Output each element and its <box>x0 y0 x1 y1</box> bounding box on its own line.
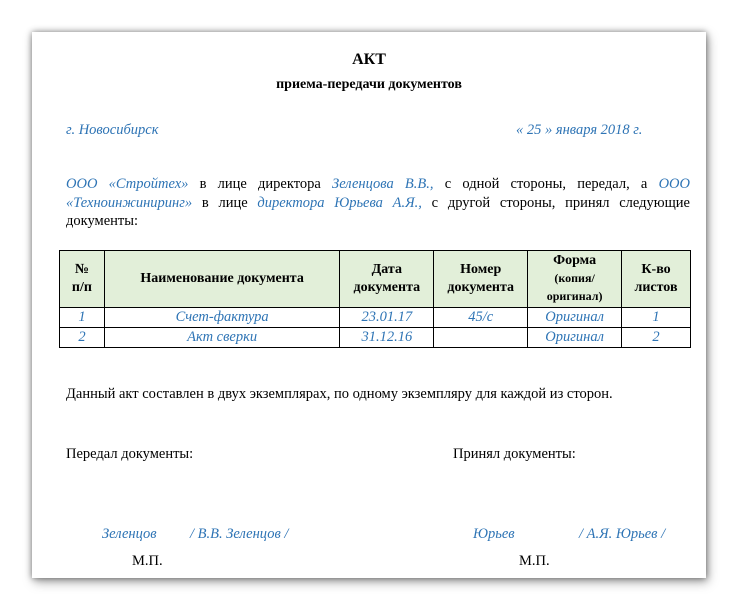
intro-text-1: в лице директора <box>188 176 333 192</box>
cell-sheets: 2 <box>622 328 691 348</box>
cell-date: 23.01.17 <box>340 308 434 328</box>
received-documents-label: Принял документы: <box>453 446 576 462</box>
cell-number <box>434 328 528 348</box>
cell-num: 2 <box>60 328 105 348</box>
receiver-person: директора Юрьева А.Я., <box>257 194 422 211</box>
intro-text-2: с одной стороны, передал, а <box>433 176 659 192</box>
intro-text-3: в лице <box>192 194 258 211</box>
cell-sheets: 1 <box>622 308 691 328</box>
cell-form: Оригинал <box>528 328 622 348</box>
documents-table <box>59 250 691 348</box>
document-title: АКТ <box>352 51 386 68</box>
table-header-row <box>60 251 691 308</box>
col-header-sheets: К-во листов <box>622 251 691 308</box>
col-header-form: Форма (копия/ оригинал) <box>528 251 622 308</box>
city: г. Новосибирск <box>66 122 159 138</box>
left-signature: Зеленцов <box>102 526 157 542</box>
col-header-name: Наименование документа <box>104 251 339 308</box>
cell-form: Оригинал <box>528 308 622 328</box>
sender-org: ООО «Стройтех» <box>66 176 189 192</box>
table-row <box>60 328 691 348</box>
cell-number: 45/с <box>434 308 528 328</box>
copies-note: Данный акт составлен в двух экземплярах, по одному экземпляру для каждой из сторон. <box>66 386 613 402</box>
col-header-date: Дата документа <box>340 251 434 308</box>
right-signer-name: / А.Я. Юрьев / <box>579 526 666 542</box>
stamp-left: М.П. <box>132 553 163 569</box>
cell-num: 1 <box>60 308 105 328</box>
right-signature: Юрьев <box>473 526 515 542</box>
intro-paragraph <box>66 175 690 231</box>
sender-person: Зеленцова В.В., <box>332 176 434 192</box>
document-date: « 25 » января 2018 г. <box>516 122 643 138</box>
table-row <box>60 308 691 328</box>
gave-documents-label: Передал документы: <box>66 446 194 462</box>
cell-name: Счет-фактура <box>104 308 339 328</box>
intro-text-4: с другой стороны, принял следующие документы: <box>66 194 690 229</box>
receiver-org: ООО «Техноинжиниринг» <box>66 176 690 211</box>
cell-name: Акт сверки <box>104 328 339 348</box>
left-signer-name: / В.В. Зеленцов / <box>190 526 289 542</box>
document-page <box>32 32 706 578</box>
stamp-right: М.П. <box>519 553 550 569</box>
col-header-num: № п/п <box>60 251 105 308</box>
col-header-number: Номер документа <box>434 251 528 308</box>
document-subtitle: приема-передачи документов <box>276 77 462 92</box>
cell-date: 31.12.16 <box>340 328 434 348</box>
